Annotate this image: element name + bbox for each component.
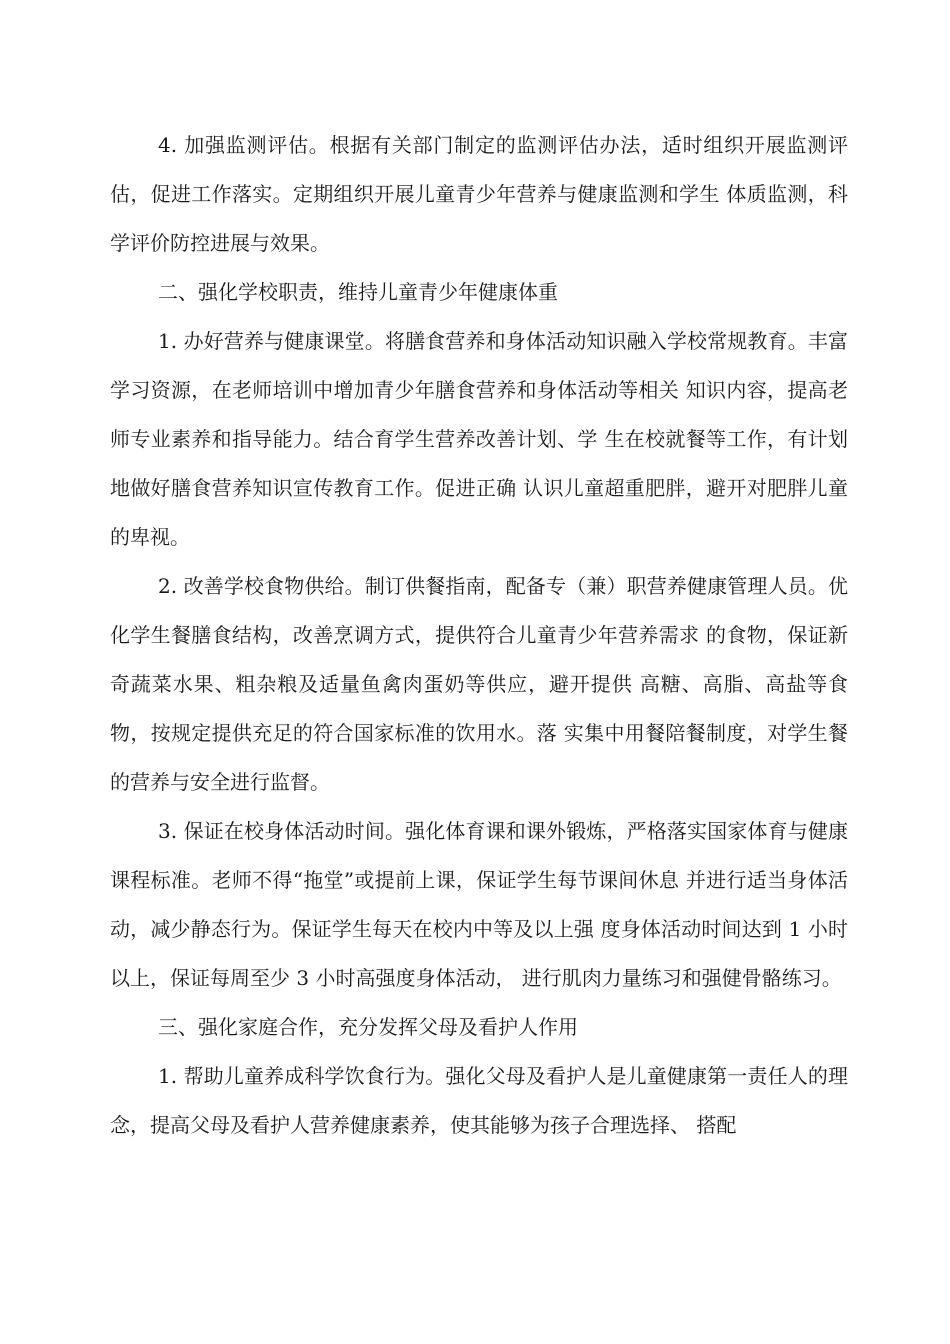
paragraph-school-food-supply: 2. 改善学校食物供给。制订供餐指南，配备专（兼）职营养健康管理人员。优化学生餐膳食结构，改善烹调方式，提供符合儿童青少年营养需求 的食物，保证新奇蔬菜水果、粗杂粮及适量鱼禽肉蛋奶等供应，避开提供 高糖、高脂、高盐等食物，按规定提供充足的符合国家标准的饮用水。落 实集中用餐陪餐制度，对学生餐的营养与安全进行监督。 <box>110 574 848 794</box>
section-heading-school-duties: 二、强化学校职责，维持儿童青少年健康体重 <box>158 280 558 304</box>
paragraph-dietary-behavior: 1. 帮助儿童养成科学饮食行为。强化父母及看护人是儿童健康第一责任人的理念，提高父母及看护人营养健康素养，使其能够为孩子合理选择、 搭配 <box>110 1064 848 1137</box>
section-heading-family-cooperation: 三、强化家庭合作，充分发挥父母及看护人作用 <box>158 1015 578 1039</box>
document-body <box>110 121 848 1150</box>
paragraph-physical-activity-time: 3. 保证在校身体活动时间。强化体育课和课外锻炼，严格落实国家体育与健康课程标准。老师不得“拖堂”或提前上课，保证学生每节课间休息 并进行适当身体活动，减少静态行为。保证学生每天在校内中等及以上强 度身体活动时间达到 1 小时以上，保证每周至少 3 小时高强度身体活动， 进行肌肉力量练习和强健骨骼练习。 <box>110 819 848 990</box>
paragraph-monitoring-evaluation: 4. 加强监测评估。根据有关部门制定的监测评估办法，适时组织开展监测评估，促进工作落实。定期组织开展儿童青少年营养与健康监测和学生 体质监测，科学评价防控进展与效果。 <box>110 133 848 255</box>
paragraph-nutrition-classroom: 1. 办好营养与健康课堂。将膳食营养和身体活动知识融入学校常规教育。丰富学习资源，在老师培训中增加青少年膳食营养和身体活动等相关 知识内容，提高老师专业素养和指导能力。结合育学生营养改善计划、学 生在校就餐等工作，有计划地做好膳食营养知识宣传教育工作。促进正确 认识儿童超重肥胖，避开对肥胖儿童的卑视。 <box>110 329 848 549</box>
